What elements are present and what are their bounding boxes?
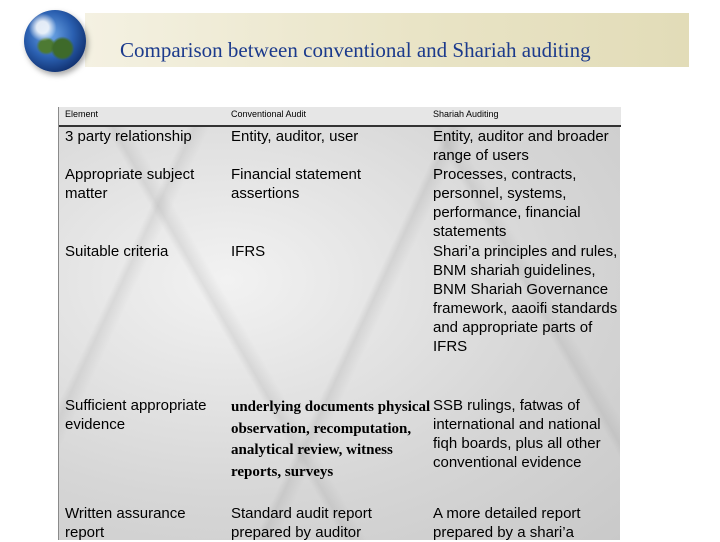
globe-icon bbox=[24, 10, 86, 72]
row-3-element: Suitable criteria bbox=[65, 243, 169, 260]
row-4-element: Sufficient appropriate evidence bbox=[65, 397, 207, 433]
row-4-conventional: underlying documents physical observation, recomputation, analytical review, witness reports, surveys bbox=[231, 399, 431, 480]
row-2-element: Appropriate subject matter bbox=[65, 166, 195, 202]
row-1-shariah: Entity, auditor and broader range of users bbox=[433, 128, 609, 164]
column-header-shariah: Shariah Auditing bbox=[433, 109, 499, 119]
row-5-conventional: Standard audit report prepared by auditor bbox=[231, 505, 372, 541]
page-title: Comparison between conventional and Shariah auditing bbox=[120, 38, 591, 62]
row-5-shariah: A more detailed report prepared by a shari’a bbox=[433, 505, 581, 541]
column-header-conventional: Conventional Audit bbox=[231, 109, 307, 119]
table-header bbox=[59, 107, 621, 127]
comparison-table bbox=[58, 107, 620, 540]
row-1-conventional: Entity, auditor, user bbox=[231, 128, 359, 145]
row-3-shariah: Shari’a principles and rules, BNM shariah guidelines, BNM Shariah Governance framework, aaoifi standards and appropriate parts of IFRS bbox=[433, 243, 618, 355]
column-header-element: Element bbox=[65, 109, 99, 119]
row-5-element: Written assurance report bbox=[65, 505, 186, 541]
row-2-conventional: Financial statement assertions bbox=[231, 166, 362, 202]
row-3-conventional: IFRS bbox=[231, 243, 266, 260]
row-4-shariah: SSB rulings, fatwas of international and national fiqh boards, plus all other conventional evidence bbox=[433, 397, 601, 471]
row-1-element: 3 party relationship bbox=[65, 128, 192, 145]
row-2-shariah: Processes, contracts, personnel, systems, performance, financial statements bbox=[433, 166, 581, 240]
